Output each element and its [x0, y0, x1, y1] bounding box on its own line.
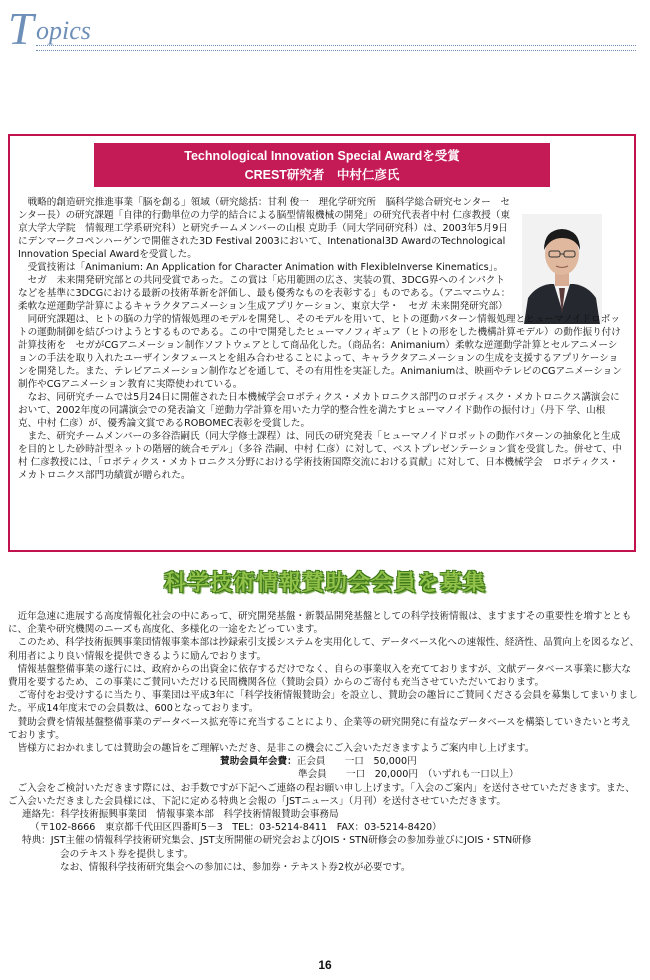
request-paragraph: ご入会をご検討いただきます際には、お手数ですが下記へご連絡の程お願い申し上げます。「入会のご案内」を送付させていただきます。また、ご入会いただきました会員様には、下記に定める特典と会報の「JSTニュース」（月刊）を送付させていただきます。 [8, 782, 635, 807]
header-title-rest: opics [36, 16, 91, 45]
benefit-line-cont: 会のテキスト券を提供します。 [60, 848, 194, 860]
fee-label: 賛助会員年会費： [220, 756, 297, 768]
contact-address: （〒102-8666 東京都千代田区四番町5－3 TEL：03-5214-8411 FAX：03-5214-8420） [30, 822, 442, 834]
award-paragraph: 受賞技術は「Animanium: An Application for Character Animation with FlexibleInverse Kinematics」。 [27, 262, 504, 273]
award-banner-subtitle: CREST研究者 中村仁彦氏 [244, 168, 400, 182]
header-title-cap: T [8, 3, 34, 54]
recruit-body [8, 610, 640, 874]
topics-header [8, 3, 638, 54]
award-body [18, 196, 624, 482]
fee-row [8, 755, 640, 768]
fee-associate: 準会員 一口 20,000円 （いずれも一口以上） [298, 769, 519, 781]
award-paragraph: また、研究チームメンバーの多谷浩嗣氏（同大学修士課程）は、同氏の研究発表「ヒューマノイドロボットの動作パターンの抽象化と生成を目的とした砂時計型ネットの階層的統合モデル」（多谷 浩嗣、中村 仁彦）に対して、ベストプレゼンテーション賞を受賞した。併せて、中村 仁彦教授には、「ロボティクス・メカトロニクス分野における学術技術国際交流における貢献」に対して、日本機械学会 ロボティクス・メカトロニクス部門功績賞が贈られた。 [18, 431, 622, 481]
award-paragraph: 同研究課題は、ヒトの脳の力学的情報処理のモデルを開発し、そのモデルを用いて、ヒトの運動パターン情報処理とヒューマノイドロボットの運動制御を結びつけようとするものである。この中で開発したヒューマノフィギュア（ヒトの形をした機構計算モデル）の動作振り付け計算技術を セガがCGアニメーション制作ソフトウェアとして商品化した。（商品名：Animanium）柔軟な逆運動学計算とセルアニメーションの手法を取り入れたユーザインタフェースとを組み合わせることによって、キャラクタアニメーションの生成を支援するアプリケーションを開発した。また、テレビアニメーション制作などを通して、その有用性を実証した。Animaniumは、映画やテレビのCGアニメーション制作やCGアニメーション教育に実際使われている。 [18, 314, 622, 390]
award-body-upper [18, 196, 514, 313]
header-rule [36, 45, 636, 46]
header-rule [36, 50, 636, 51]
award-article [8, 134, 636, 552]
recruit-title: 科学技術情報賛助会会員を募集 [163, 571, 486, 596]
recruit-paragraph: 近年急速に進展する高度情報化社会の中にあって、研究開発基盤・新製品開発基盤としての科学技術情報は、ますますその重要性を増すとともに、企業や研究機関のニーズも高度化、多様化の一途をたどっています。 [8, 611, 632, 636]
award-paragraph: セガ 未来開発研究部との共同受賞であった。この賞は「応用範囲の広さ、実装の質、3DCG界へのインパクトなどを基準に3DCGにおける最新の技術革新を評価し、最も優秀なものを表彰する」ものである。（アニマニウム：柔軟な逆運動学計算によるキャラクタアニメーション生成アプリケーション、東京大学・ セガ 未来開発研究部） [18, 275, 511, 312]
page-number: 16 [318, 958, 332, 972]
award-paragraph: 戦略的創造研究推進事業「脳を創る」領域（研究総括：甘利 俊一 理化学研究所 脳科学総合研究センター センター長）の研究課題「自律的行動単位の力学的結合による脳型情報機械の開発」の研究代表者中村 仁彦教授（東京大学大学院 情報理工学系研究科）と研究チームメンバーの山根 克助手（同大学同研究科）は、2003年5月9日にデンマークコペンハーゲンで開催された3D Festival 2003において、Intenational3D AwardのTechnological Innovation Special Awardを受賞した。 [18, 197, 510, 260]
recruit-paragraph: 皆様方におかれましては賛助会の趣旨をご理解いただき、是非この機会にご入会いただきますようご案内申し上げます。 [17, 743, 535, 755]
benefit-line: 特典：JST主催の情報科学技術研究集会、JST支所開催の研究会およびJOIS・STN研修会の参加券並びにJOIS・STN研修 [22, 835, 532, 847]
contact-line: 連絡先：科学技術振興事業団 情報事業本部 科学技術情報賛助会事務局 [22, 809, 339, 821]
recruit-paragraph: 賛助会費を情報基盤整備事業のデータベース拡充等に充当することにより、企業等の研究開発に有益なデータベースを構築していきたいと考えております。 [8, 716, 631, 741]
award-banner-title: Technological Innovation Special Awardを受賞 [184, 149, 460, 163]
fee-regular: 正会員 一口 50,000円 [296, 756, 417, 768]
recruit-paragraph: このため、科学技術振興事業団情報事業本部は抄録索引支援システムを実用化して、データベース化への速報性、経済性、品質向上を図るなど、利用者により良い情報を提供できるように励んでおります。 [8, 637, 640, 662]
award-banner [94, 143, 550, 187]
recruit-paragraph: ご寄付をお受けするに当たり、事業団は平成3年に「科学技術情報賛助会」を設立し、賛助会の趣旨にご賛同くださる会員を募集してまいりました。平成14年度末での会員数は、600となっております。 [8, 690, 638, 715]
benefit-note: なお、情報科学技術研究集会への参加には、参加券・テキスト券2枚が必要です。 [60, 861, 411, 873]
award-paragraph: なお、同研究チームでは5月24日に開催された日本機械学会ロボティクス・メカトロニクス部門のロボティスク・メカトロニクス講演会において、2002年度の同講演会での発表論文「逆動力学計算を用いた力学的整合性を満たすヒューマノイド動作の振付け」（丹下 学、山根 克、中村 仁彦）が、優秀論文賞であるROBOMEC表彰を受賞した。 [18, 392, 620, 429]
recruit-paragraph: 情報基盤整備事業の遂行には、政府からの出資金に依存するだけでなく、自らの事業収入を充てておりますが、文献データベース事業に膨大な費用を要するため、この事業にご賛同いただける民間機関各位（賛助会員）からのご寄付も充当させていただいております。 [8, 663, 631, 689]
